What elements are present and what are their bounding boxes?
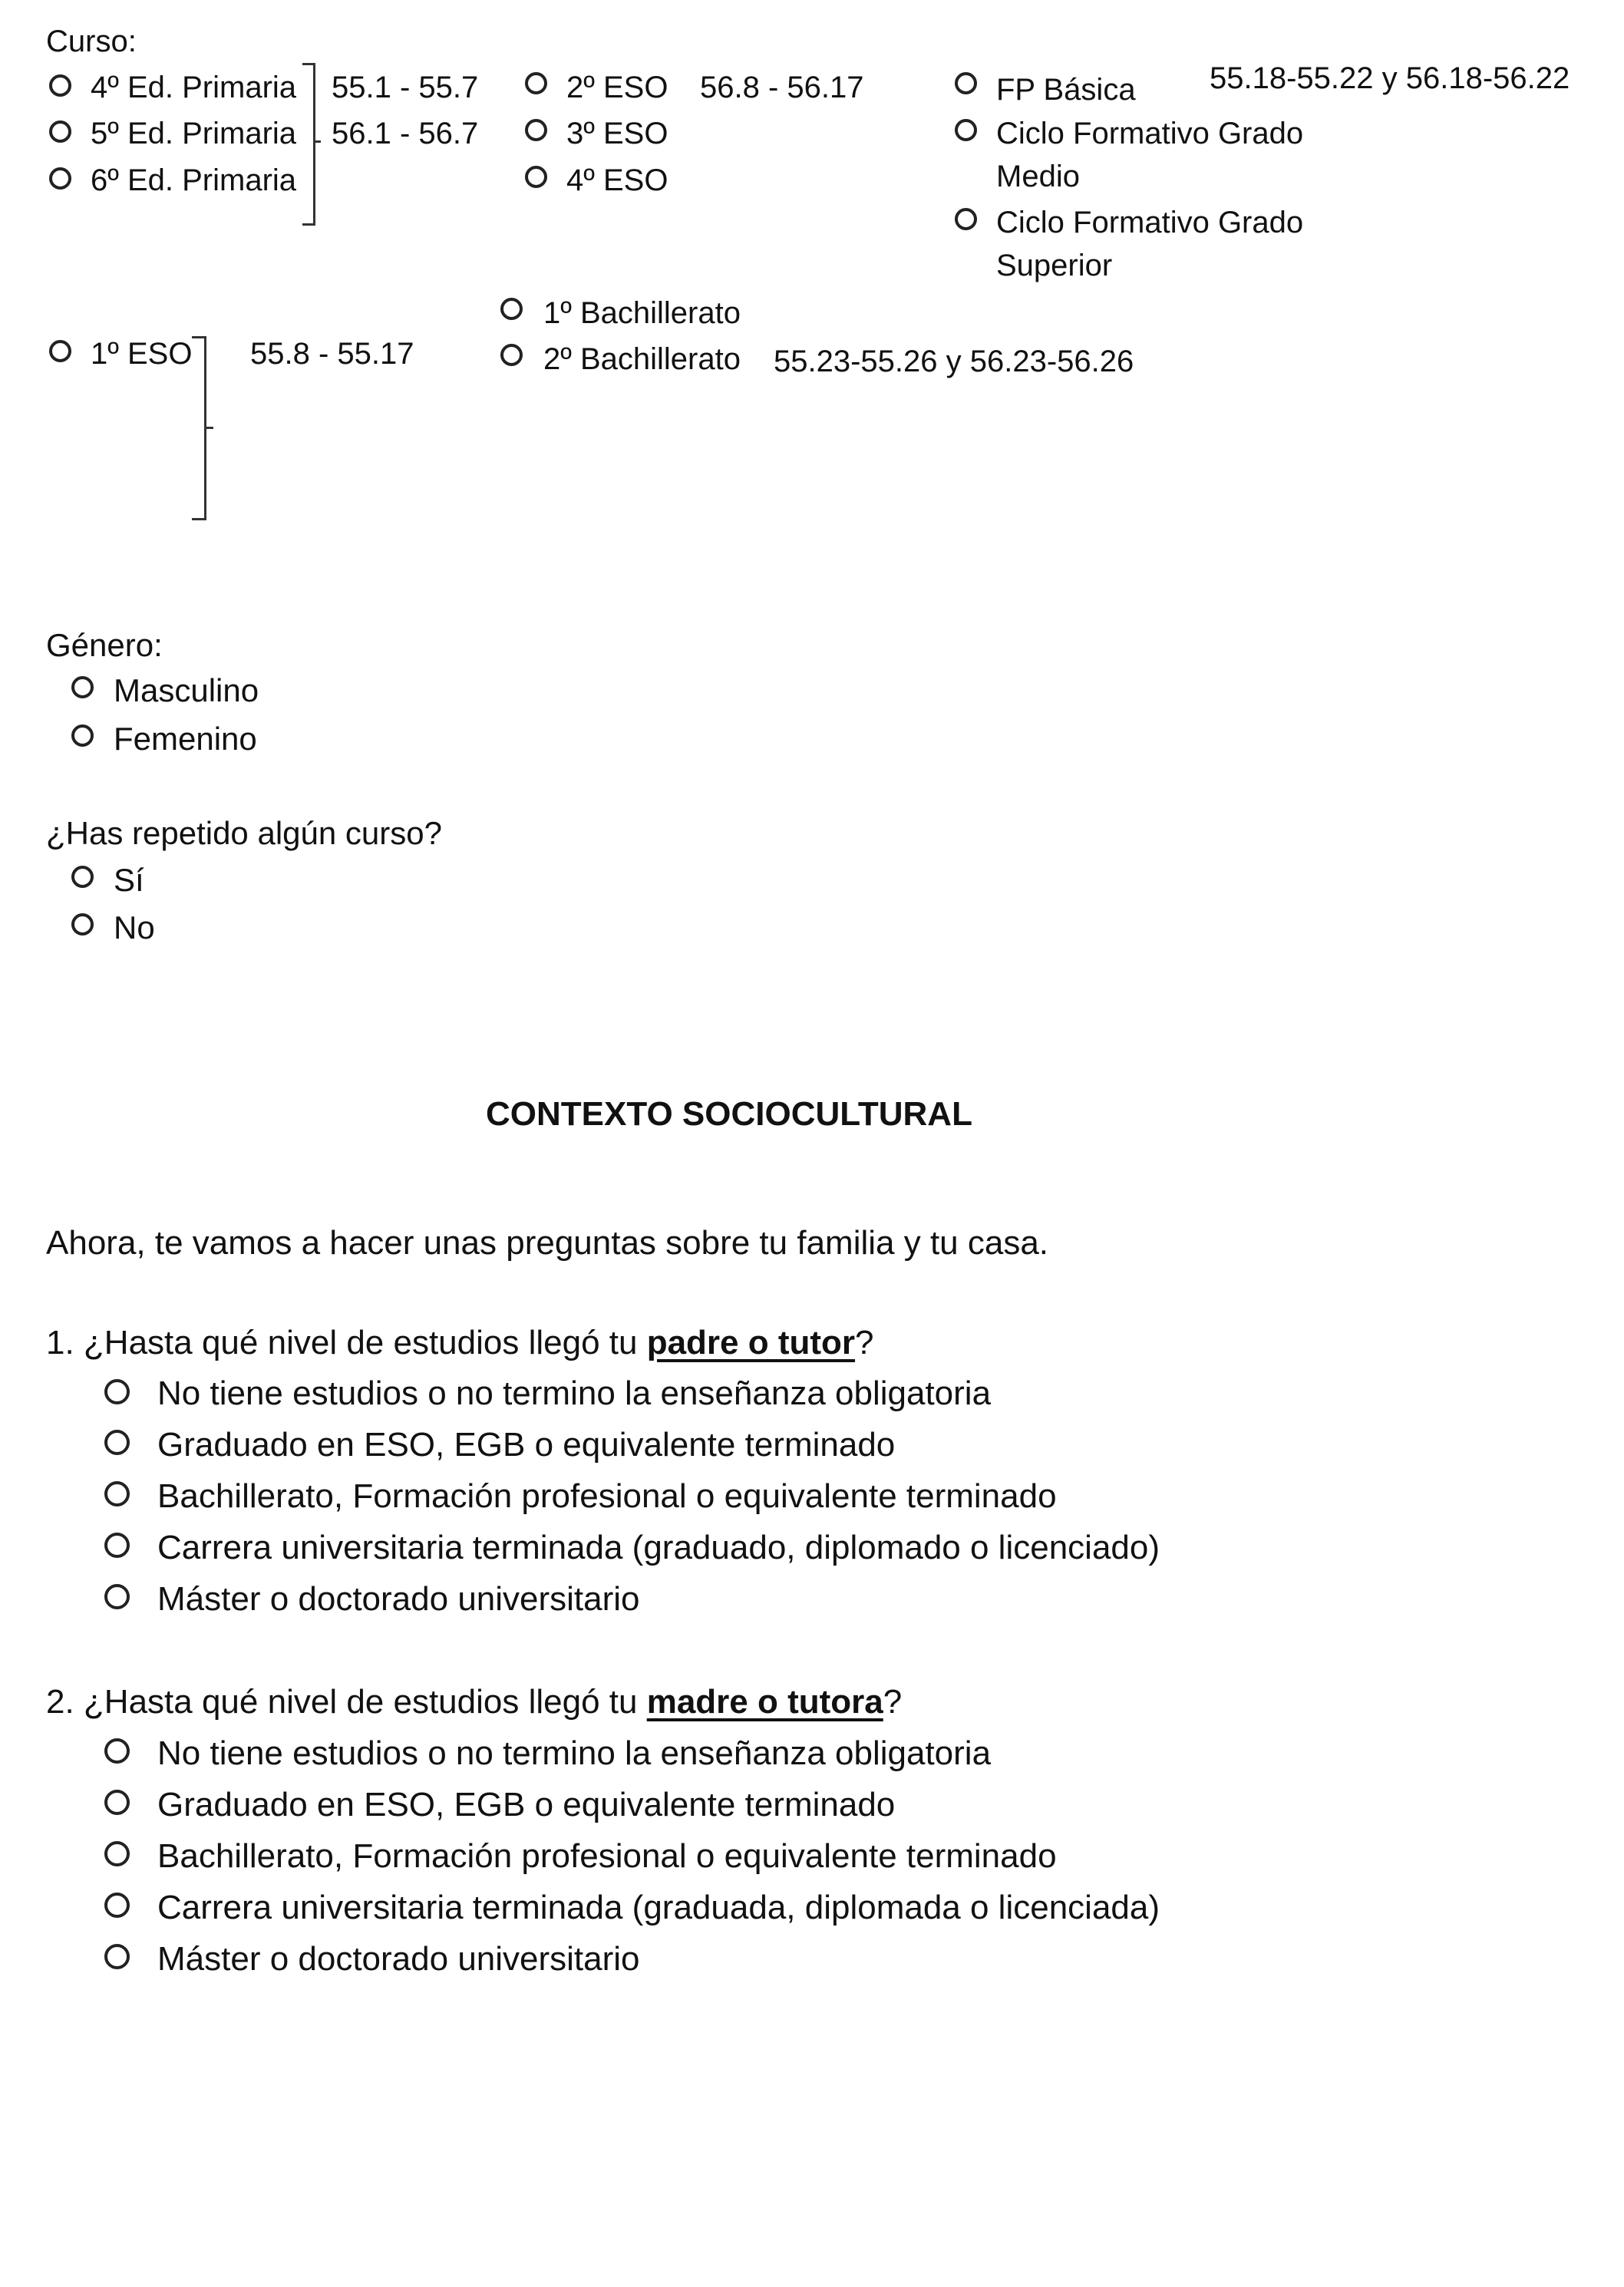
option-no: No xyxy=(114,909,155,945)
radio-si[interactable] xyxy=(71,866,94,888)
option-3-eso: 3º ESO xyxy=(566,117,668,150)
code-1-eso: 55.8 - 55.17 xyxy=(250,337,414,371)
radio-fp-basica[interactable] xyxy=(955,72,977,94)
primaria-bracket-tick xyxy=(313,140,321,143)
radio-2-bachillerato[interactable] xyxy=(500,344,523,366)
eso1-bracket-tick xyxy=(204,427,213,429)
radio-masculino[interactable] xyxy=(71,676,94,698)
q1-option-1: No tiene estudios o no termino la enseñanza obligatoria xyxy=(157,1375,992,1412)
q2-emphasis: madre o tutora xyxy=(646,1683,883,1721)
radio-1-eso[interactable] xyxy=(49,340,71,362)
q1-suffix: ? xyxy=(855,1324,874,1361)
option-4-primaria: 4º Ed. Primaria xyxy=(91,71,297,104)
option-6-primaria: 6º Ed. Primaria xyxy=(91,163,297,197)
q2-radio-2[interactable] xyxy=(104,1790,130,1815)
radio-5-primaria[interactable] xyxy=(49,120,71,143)
q1-option-4: Carrera universitaria terminada (graduado, diplomado o licenciado) xyxy=(157,1529,1160,1566)
primaria-bracket xyxy=(302,63,315,226)
radio-cf-grado-medio[interactable] xyxy=(955,119,977,141)
q2-question xyxy=(46,1685,902,1719)
q1-emphasis: padre o tutor xyxy=(646,1324,856,1361)
q2-prefix: 2. ¿Hasta qué nivel de estudios llegó tu xyxy=(46,1683,647,1721)
repetido-label: ¿Has repetido algún curso? xyxy=(46,815,442,851)
option-femenino: Femenino xyxy=(114,721,257,757)
q1-radio-1[interactable] xyxy=(104,1379,130,1404)
section-title: CONTEXTO SOCIOCULTURAL xyxy=(486,1095,972,1133)
curso-label: Curso: xyxy=(46,25,137,58)
option-cf-grado-medio-line1: Ciclo Formativo Grado xyxy=(996,117,1304,150)
q1-radio-3[interactable] xyxy=(104,1481,130,1507)
q2-radio-3[interactable] xyxy=(104,1841,130,1866)
option-2-bachillerato: 2º Bachillerato xyxy=(543,342,741,376)
q2-option-5: Máster o doctorado universitario xyxy=(157,1940,640,1978)
option-2-eso: 2º ESO xyxy=(566,71,668,104)
code-2-eso: 56.8 - 56.17 xyxy=(700,71,864,104)
option-5-primaria: 5º Ed. Primaria xyxy=(91,117,297,150)
radio-1-bachillerato[interactable] xyxy=(500,298,523,320)
option-masculino: Masculino xyxy=(114,672,259,708)
q1-prefix: 1. ¿Hasta qué nivel de estudios llegó tu xyxy=(46,1324,647,1361)
option-cf-grado-superior-line2: Superior xyxy=(996,249,1113,282)
q1-radio-5[interactable] xyxy=(104,1584,130,1609)
genero-label: Género: xyxy=(46,627,163,663)
radio-cf-grado-superior[interactable] xyxy=(955,208,977,230)
code-bachillerato: 55.23-55.26 y 56.23-56.26 xyxy=(774,345,1134,378)
code-fp: 55.18-55.22 y 56.18-56.22 xyxy=(1210,61,1570,95)
radio-2-eso[interactable] xyxy=(525,72,547,94)
option-si: Sí xyxy=(114,862,144,898)
q1-option-2: Graduado en ESO, EGB o equivalente terminado xyxy=(157,1426,896,1464)
q2-radio-5[interactable] xyxy=(104,1944,130,1969)
q2-radio-1[interactable] xyxy=(104,1738,130,1764)
option-1-bachillerato: 1º Bachillerato xyxy=(543,296,741,330)
q2-radio-4[interactable] xyxy=(104,1893,130,1918)
q1-option-5: Máster o doctorado universitario xyxy=(157,1580,640,1618)
q1-radio-2[interactable] xyxy=(104,1430,130,1455)
q1-question xyxy=(46,1326,874,1360)
code-5-primaria: 56.1 - 56.7 xyxy=(332,117,479,150)
option-4-eso: 4º ESO xyxy=(566,163,668,197)
radio-3-eso[interactable] xyxy=(525,119,547,141)
radio-4-primaria[interactable] xyxy=(49,74,71,97)
option-cf-grado-medio-line2: Medio xyxy=(996,160,1080,193)
radio-no[interactable] xyxy=(71,913,94,936)
q1-radio-4[interactable] xyxy=(104,1533,130,1558)
intro-text: Ahora, te vamos a hacer unas preguntas sobre tu familia y tu casa. xyxy=(46,1224,1049,1262)
q2-option-2: Graduado en ESO, EGB o equivalente terminado xyxy=(157,1786,896,1823)
radio-4-eso[interactable] xyxy=(525,166,547,188)
q2-option-4: Carrera universitaria terminada (graduada, diplomada o licenciada) xyxy=(157,1889,1160,1926)
code-4-primaria: 55.1 - 55.7 xyxy=(332,71,479,104)
option-fp-basica: FP Básica xyxy=(996,73,1136,107)
q2-suffix: ? xyxy=(883,1683,903,1721)
q2-option-1: No tiene estudios o no termino la enseñanza obligatoria xyxy=(157,1734,992,1772)
radio-femenino[interactable] xyxy=(71,724,94,747)
q1-option-3: Bachillerato, Formación profesional o equivalente terminado xyxy=(157,1477,1057,1515)
option-1-eso: 1º ESO xyxy=(91,337,193,371)
q2-option-3: Bachillerato, Formación profesional o equivalente terminado xyxy=(157,1837,1057,1875)
option-cf-grado-superior-line1: Ciclo Formativo Grado xyxy=(996,206,1304,239)
radio-6-primaria[interactable] xyxy=(49,167,71,190)
